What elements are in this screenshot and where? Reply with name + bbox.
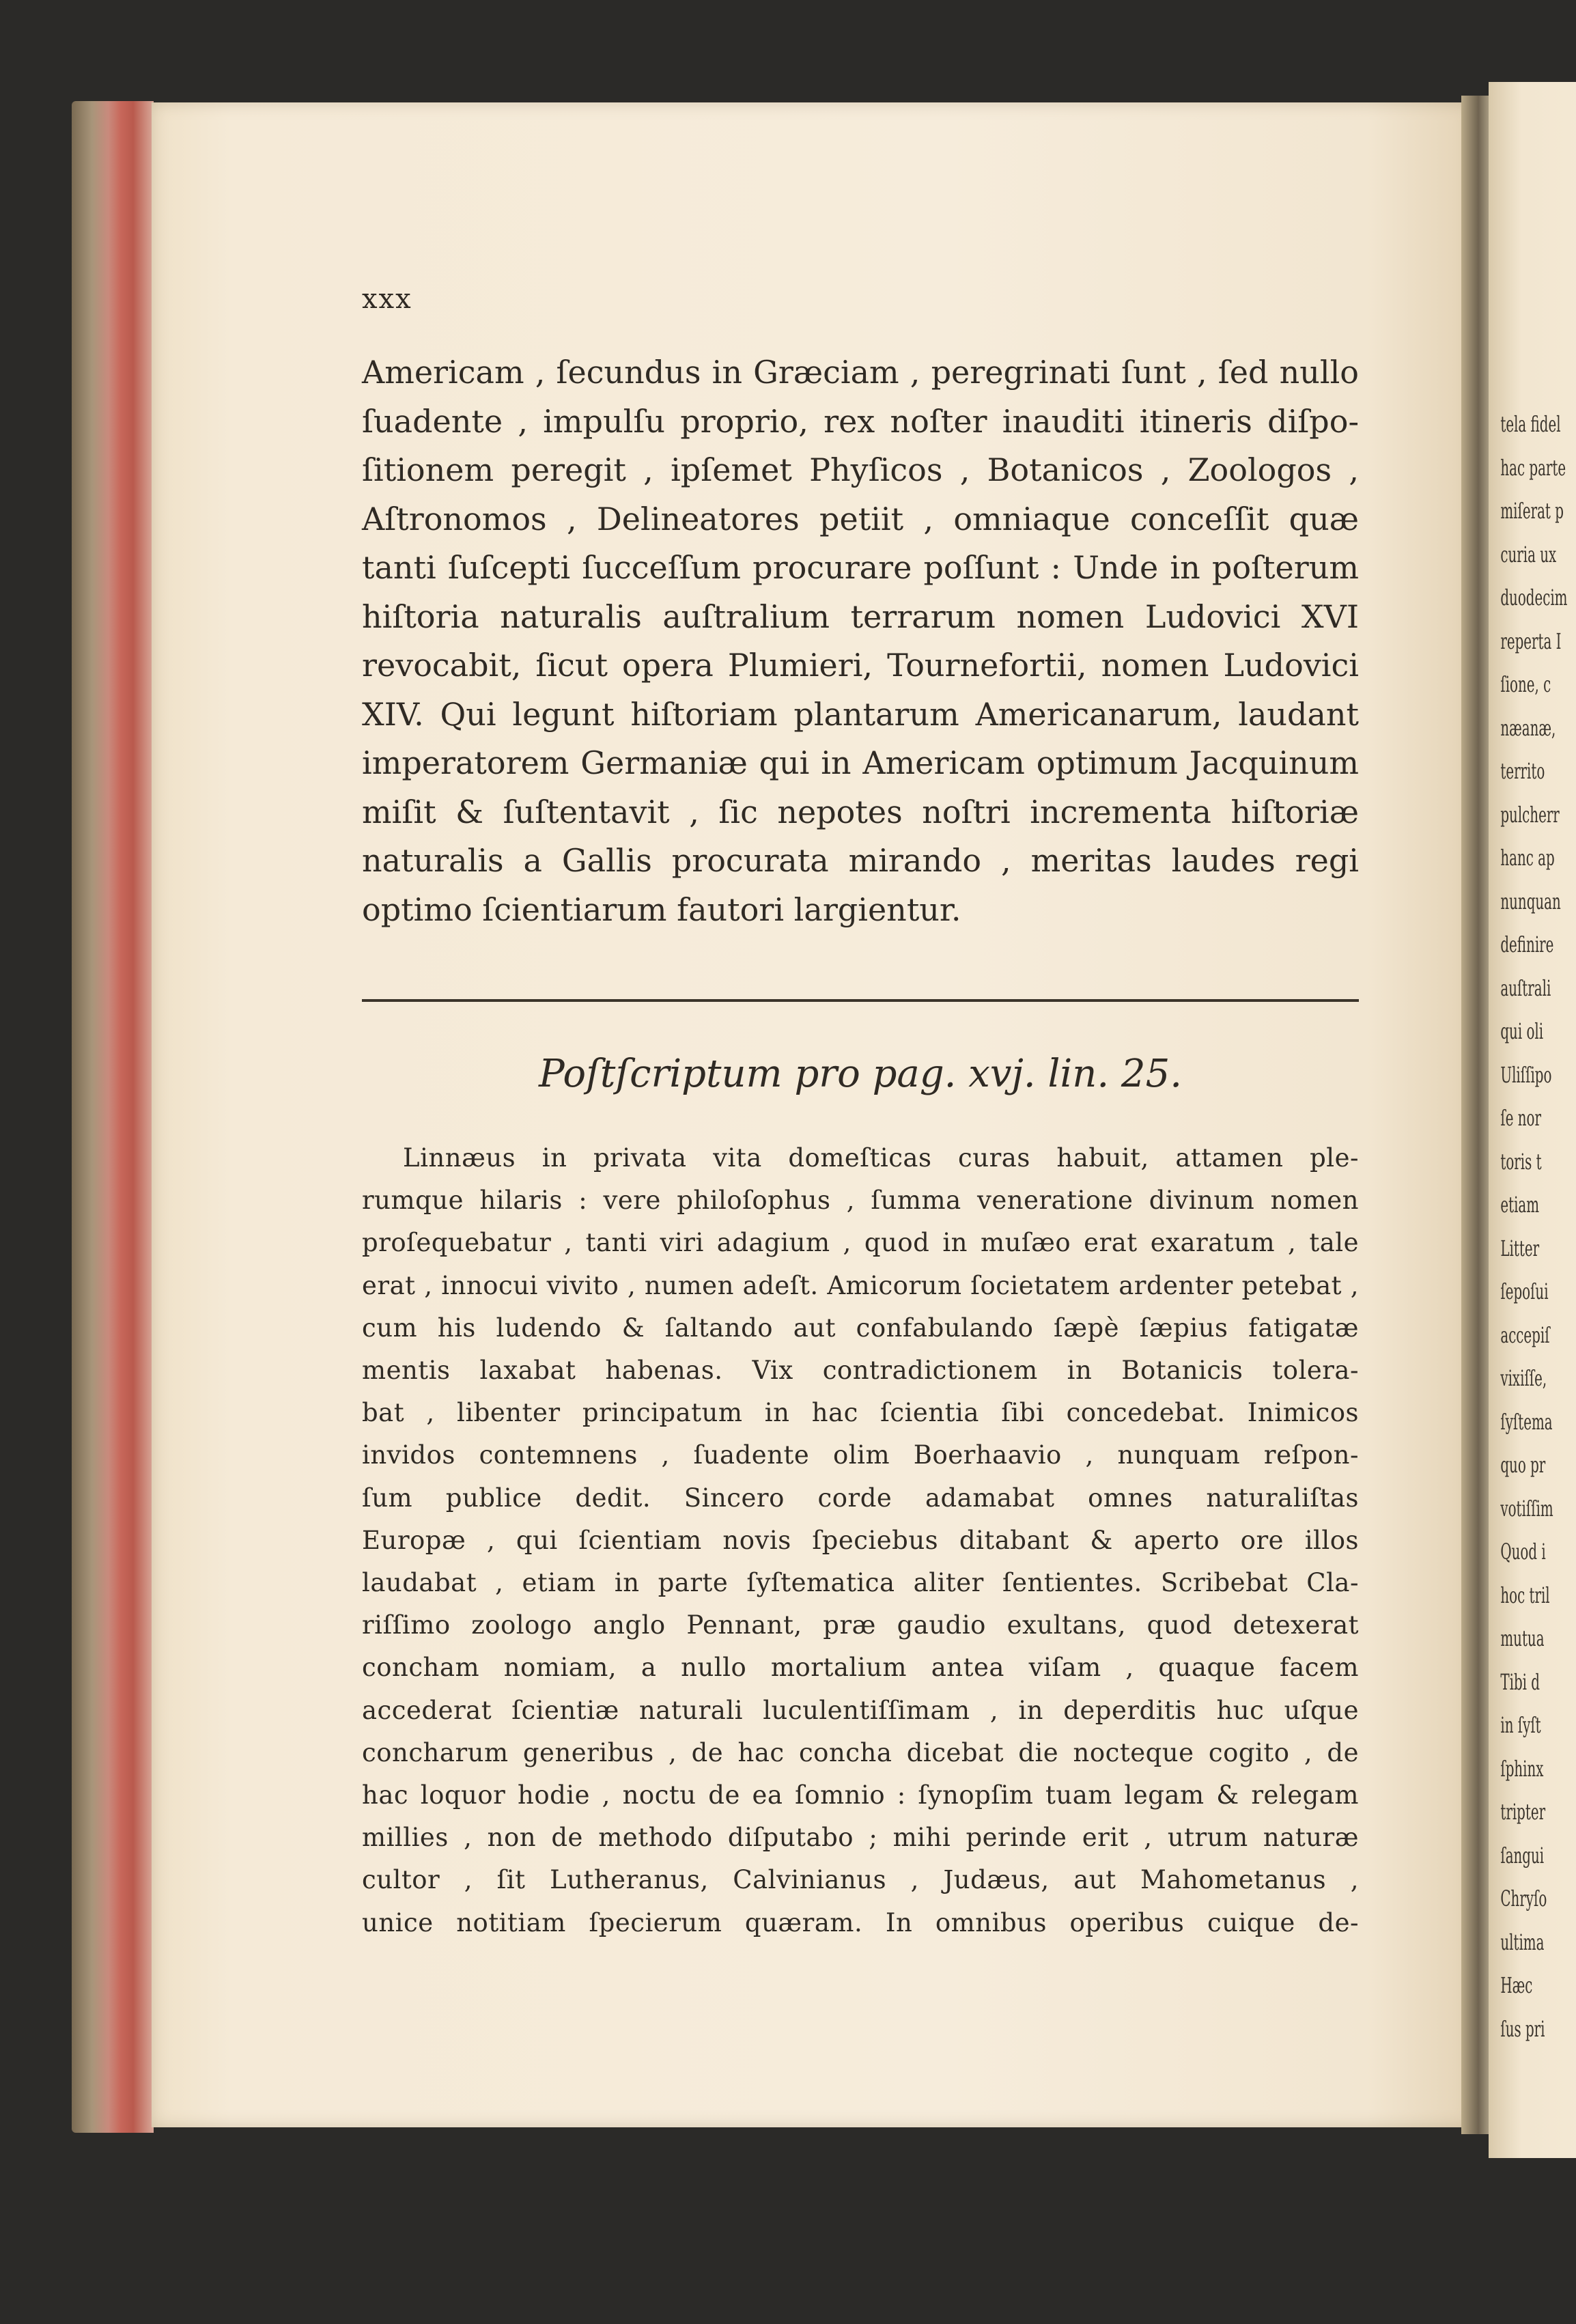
right-page xyxy=(1489,82,1576,2158)
text-line: imperatorem Germaniæ qui in Americam optimum Jacquinum xyxy=(362,744,1359,781)
text-line: millies , non de methodo diſputabo ; mihi perinde erit , utrum naturæ xyxy=(362,1823,1359,1853)
right-page-fragment: tripter xyxy=(1500,1799,1546,1825)
right-page-fragment: accepiſ xyxy=(1500,1321,1550,1348)
right-page-fragment: territo xyxy=(1500,758,1545,784)
text-line: bat , libenter principatum in hac ſcientia ſibi concedebat. Inimicos xyxy=(362,1398,1359,1428)
text-line: invidos contemnens , ſuadente olim Boerhaavio , nunquam reſpon- xyxy=(362,1440,1359,1470)
text-line: accederat ſcientiæ naturali luculentiſſimam , in deperditis huc uſque xyxy=(362,1695,1359,1725)
right-page-fragment: mutua xyxy=(1500,1625,1545,1651)
right-page-fragment: Hæc xyxy=(1500,1972,1533,1998)
right-page-fragment: duodecim xyxy=(1500,585,1568,611)
text-line: mentis laxabat habenas. Vix contradictionem in Botanicis tolera- xyxy=(362,1356,1359,1386)
right-page-fragment: Chryſo xyxy=(1500,1886,1547,1912)
right-page-fragment: reperta I xyxy=(1500,628,1562,654)
text-line: ſuadente , impulſu proprio, rex noſter inauditi itineris diſpo- xyxy=(362,402,1359,440)
main-paragraph xyxy=(362,348,1359,934)
right-page-fragment: pulcherr xyxy=(1500,801,1560,828)
right-page-fragment: Quod i xyxy=(1500,1539,1546,1565)
text-line: Aſtronomos , Delineatores petiit , omniaque conceſſit quæ xyxy=(362,500,1359,537)
right-page-fragment: auſtrali xyxy=(1500,975,1551,1001)
right-page-fragment: ſus pri xyxy=(1500,2015,1545,2042)
right-page-fragment: nunquan xyxy=(1500,888,1561,914)
page-edges xyxy=(72,101,154,2133)
right-page-fragment: curia ux xyxy=(1500,541,1557,568)
right-page-fragment: Uliſſipo xyxy=(1500,1061,1552,1088)
right-page-fragment: etiam xyxy=(1500,1192,1540,1218)
right-page-fragment: tela fidel xyxy=(1500,411,1561,437)
text-line: unice notitiam ſpecierum quæram. In omnibus operibus cuique de- xyxy=(362,1907,1359,1937)
page-number: xxx xyxy=(362,283,412,315)
right-page-fragment: ſe nor xyxy=(1500,1105,1541,1131)
text-line: XIV. Qui legunt hiſtoriam plantarum Americanarum, laudant xyxy=(362,695,1359,733)
right-page-fragment: Tibi d xyxy=(1500,1668,1540,1695)
right-page-fragment: næanæ, xyxy=(1500,714,1556,741)
right-page-fragment: hanc ap xyxy=(1500,845,1555,871)
section-divider xyxy=(362,999,1359,1002)
text-line: Americam , ſecundus in Græciam , peregrinati ſunt , ſed nullo xyxy=(362,354,1359,391)
right-page-fragment: votiſſim xyxy=(1500,1495,1553,1522)
postscript-paragraph xyxy=(362,1137,1359,1944)
text-line: concham nomiam, a nullo mortalium antea viſam , quaque facem xyxy=(362,1653,1359,1683)
text-line: cultor , ſit Lutheranus, Calvinianus , Judæus, aut Mahometanus , xyxy=(362,1865,1359,1895)
text-line: ſum publice dedit. Sincero corde adamabat omnes naturaliſtas xyxy=(362,1483,1359,1513)
right-page-fragment: Litter xyxy=(1500,1235,1540,1261)
text-line: cum his ludendo & ſaltando aut confabulando ſæpè ſæpius fatigatæ xyxy=(362,1313,1359,1343)
text-line: tanti ſuſcepti ſucceſſum procurare poſſunt : Unde in poſterum xyxy=(362,549,1359,586)
postscript-heading: Poſtſcriptum pro pag. xvj. lin. 25. xyxy=(539,1052,1182,1096)
right-page-fragment: ſphinx xyxy=(1500,1755,1544,1782)
text-line: hiſtoria naturalis auſtralium terrarum nomen Ludovici XVI xyxy=(362,598,1359,635)
right-page-fragment: ultima xyxy=(1500,1929,1545,1955)
right-page-fragment: hac parte xyxy=(1500,454,1566,481)
text-line: miſit & ſuſtentavit , ſic nepotes noſtri incrementa hiſtoriæ xyxy=(362,793,1359,830)
text-line: Linnæus in privata vita domeſticas curas habuit, attamen ple- xyxy=(403,1143,1359,1173)
text-line: optimo ſcientiarum fautori largientur. xyxy=(362,891,961,928)
right-page-fragment: ſyſtema xyxy=(1500,1408,1553,1435)
right-page-fragment: miſerat p xyxy=(1500,498,1564,524)
right-page-fragment: ſione, c xyxy=(1500,671,1551,697)
text-line: rumque hilaris : vere philoſophus , ſumma veneratione divinum nomen xyxy=(362,1186,1359,1216)
right-page-fragment: definire xyxy=(1500,932,1554,957)
right-page-fragment: ſepoſui xyxy=(1500,1278,1549,1304)
right-page-fragment: ſangui xyxy=(1500,1842,1545,1868)
right-page-fragment: hoc tril xyxy=(1500,1582,1550,1608)
text-line: concharum generibus , de hac concha dicebat die nocteque cogito , de xyxy=(362,1737,1359,1767)
text-line: laudabat , etiam in parte ſyſtematica aliter ſentientes. Scribebat Cla- xyxy=(362,1568,1359,1598)
right-page-fragment: qui oli xyxy=(1500,1018,1544,1044)
text-line: proſequebatur , tanti viri adagium , quod in muſæo erat exaratum , tale xyxy=(362,1228,1359,1258)
text-line: Europæ , qui ſcientiam novis ſpeciebus ditabant & aperto ore illos xyxy=(362,1525,1359,1555)
right-page-fragment: in ſyſt xyxy=(1500,1712,1541,1738)
text-line: ſitionem peregit , ipſemet Phyſicos , Botanicos , Zoologos , xyxy=(362,451,1359,488)
text-line: erat , innocui vivito , numen adeſt. Amicorum ſocietatem ardenter petebat , xyxy=(362,1270,1359,1300)
right-page-fragment: vixiſſe, xyxy=(1500,1365,1547,1391)
right-page-fragment: quo pr xyxy=(1500,1452,1546,1478)
right-page-fragment: toris t xyxy=(1500,1148,1542,1175)
text-line: naturalis a Gallis procurata mirando , meritas laudes regi xyxy=(362,842,1359,879)
right-page-text xyxy=(1489,403,1576,2051)
text-line: revocabit, ſicut opera Plumieri, Tournefortii, nomen Ludovici xyxy=(362,647,1359,684)
text-line: hac loquor hodie , noctu de ea ſomnio : ſynopſim tuam legam & relegam xyxy=(362,1780,1359,1810)
text-line: riſſimo zoologo anglo Pennant, præ gaudio exultans, quod detexerat xyxy=(362,1610,1359,1640)
